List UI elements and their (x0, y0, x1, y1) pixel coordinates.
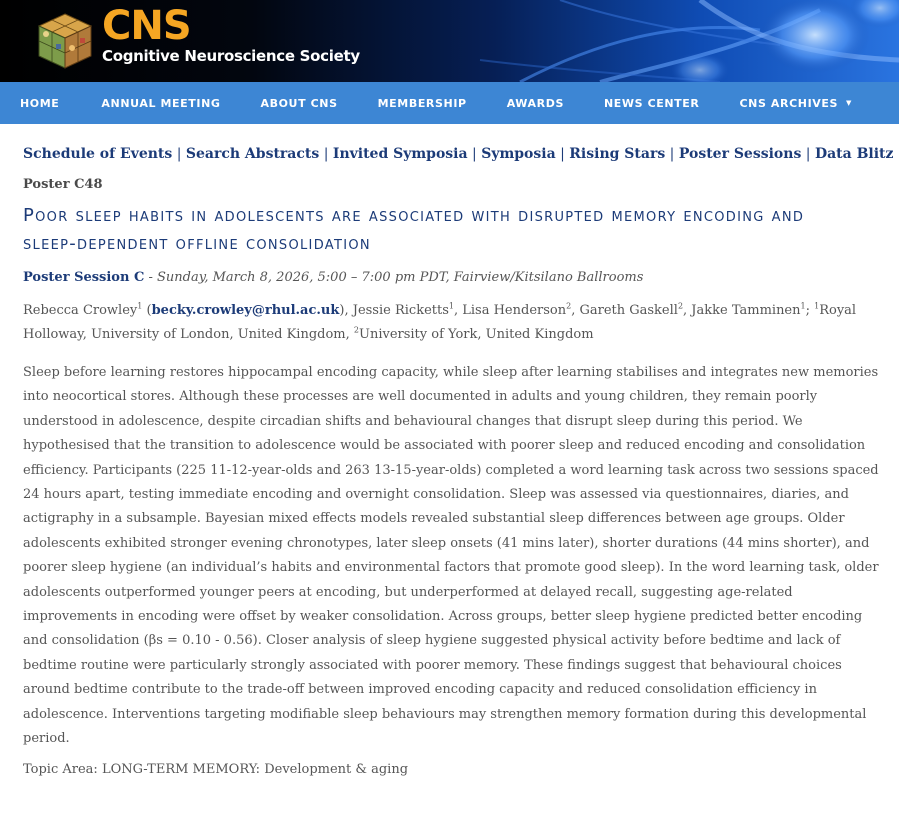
main-content (0, 124, 899, 777)
subnav-invited-symposia[interactable]: Invited Symposia (332, 146, 468, 162)
subnav-poster-sessions[interactable]: Poster Sessions (678, 146, 802, 162)
main-nav (0, 82, 899, 124)
subnav-rising-stars[interactable]: Rising Stars (569, 146, 666, 162)
author-affiliation-sup: 1 (448, 301, 454, 311)
nav-about-cns[interactable]: ABOUT CNS (260, 96, 338, 110)
subnav-separator: | (467, 146, 482, 162)
author-affiliation-sup: 1 (800, 301, 806, 311)
author-name: Lisa Henderson (462, 303, 567, 318)
author-name: Jakke Tamminen (691, 303, 801, 318)
abstract-text: Sleep before learning restores hippocampal encoding capacity, while sleep after learning stabilises and integrates new memories into neocortical stores. Although these processes are well documented in adults and young children, they remain poorly understood in adolescence, despite circadian shifts and behavioural changes that disrupt sleep during this period. We hypothesised that the transition to adolescence would be associated with poorer sleep and reduced encoding and consolidation efficiency. Participants (225 11-12-year-olds and 263 13-15-year-olds) completed a word learning task across two sessions spaced 24 hours apart, testing immediate encoding and overnight consolidation. Sleep was assessed via questionnaires, diaries, and actigraphy in a subsample. Bayesian mixed effects models revealed substantial sleep differences between age groups. Older adolescents exhibited stronger evening chronotypes, later sleep onsets (41 mins later), shorter durations (44 mins shorter), and poorer sleep hygiene (an individual’s habits and environmental factors that promote good sleep). In the word learning task, older adolescents outperformed younger peers at encoding, but underperformed at delayed recall, suggesting age-related improvements in encoding were offset by weaker consolidation. Across groups, better sleep hygiene predicted better encoding and consolidation (βs = 0.10 - 0.56). Closer analysis of sleep hygiene suggested physical activity before bedtime and lack of bedtime routine were particularly strongly associated with poorer memory. These findings suggest that behavioural choices around bedtime contribute to the trade-off between improved encoding capacity and reduced consolidation efficiency in adolescence. Interventions targeting modifiable sleep behaviours may strengthen memory formation during this developmental period. (23, 365, 879, 747)
affiliation-sup: 2 (353, 325, 359, 335)
subnav-data-blitz[interactable]: Data Blitz (814, 146, 894, 162)
nav-cns-archives-label: CNS ARCHIVES (739, 96, 839, 110)
nav-membership[interactable]: MEMBERSHIP (377, 96, 467, 110)
subnav-separator: | (665, 146, 679, 162)
session-dash: - (144, 270, 157, 285)
poster-title: Poor sleep habits in adolescents are associated with disrupted memory encoding and sleep-dependent offline consolidation (23, 205, 805, 254)
nav-news-center[interactable]: NEWS CENTER (603, 96, 700, 110)
subnav-symposia[interactable]: Symposia (481, 146, 556, 162)
author-affiliation-sup: 2 (566, 301, 572, 311)
author-name: Rebecca Crowley (23, 303, 138, 318)
email-close-paren: ), (339, 303, 353, 318)
subnav-search-abstracts[interactable]: Search Abstracts (185, 146, 320, 162)
email-open-paren: ( (142, 303, 152, 318)
subnav-schedule-of-events[interactable]: Schedule of Events (23, 146, 173, 162)
nav-annual-meeting[interactable]: ANNUAL MEETING (101, 96, 221, 110)
subnav-separator: | (172, 146, 186, 162)
subnav-separator: | (319, 146, 333, 162)
author-affiliation-sup: 1 (137, 301, 143, 311)
subnav-separator: | (801, 146, 815, 162)
meeting-subnav (23, 146, 899, 162)
affiliation-sup: 1 (814, 301, 820, 311)
logo-subtitle[interactable]: Cognitive Neuroscience Society (102, 47, 360, 65)
author-affiliation-sup: 2 (677, 301, 684, 311)
nav-awards[interactable]: AWARDS (506, 96, 564, 110)
subnav-separator: | (555, 146, 570, 162)
author-name: Jessie Ricketts (352, 303, 449, 318)
session-name: Poster Session C (23, 270, 145, 285)
affiliation-text: Royal Holloway, University of London, United Kingdom, (23, 303, 857, 342)
nav-home[interactable]: HOME (20, 96, 60, 110)
session-info (23, 270, 899, 285)
logo-title[interactable]: CNS (102, 3, 191, 49)
caret-down-icon: ▼ (846, 99, 853, 107)
topic-area: Topic Area: LONG-TERM MEMORY: Development & aging (23, 761, 409, 777)
affiliation-text: University of York, United Kingdom (358, 327, 594, 342)
author-email-link[interactable]: becky.crowley@rhul.ac.uk (151, 303, 340, 318)
cns-cube-logo-icon[interactable] (36, 12, 94, 70)
poster-id: Poster C48 (23, 177, 103, 192)
author-name: Gareth Gaskell (579, 303, 678, 318)
nav-cns-archives[interactable] (739, 97, 852, 110)
author-list: Rebecca Crowley$^1$ (becky.crowley@rhul.ac.uk), Jessie Ricketts$^1$, Lisa Henderson$^2$, Gareth Gaskell$^2$, Jakke Tamminen$^1$; $^1$Royal Holloway, University of London, United Kingdom, $^2$University of York, United Kingdom (23, 301, 857, 342)
session-details: Sunday, March 8, 2026, 5:00 – 7:00 pm PDT, Fairview/Kitsilano Ballrooms (156, 270, 644, 285)
site-header-banner (0, 0, 899, 82)
